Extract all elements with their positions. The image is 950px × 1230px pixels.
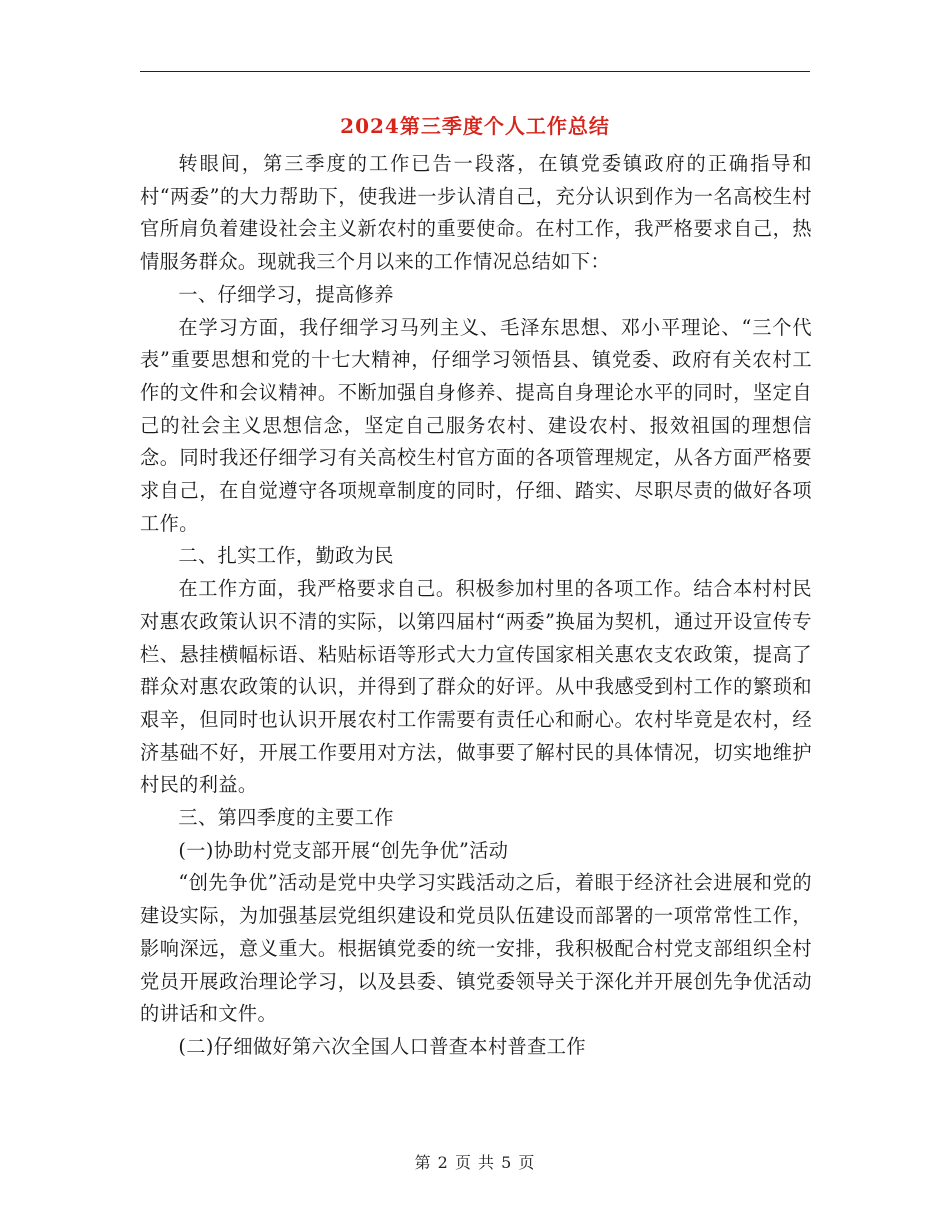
section-heading-1: 一、仔细学习，提高修养 <box>178 282 394 306</box>
header-rule <box>140 71 810 72</box>
paragraph-work: 在工作方面，我严格要求自己。积极参加村里的各项工作。结合本村村民对惠农政策认识不清的实际，以第四届村“两委”换届为契机，通过开设宣传专栏、悬挂横幅标语、粘贴标语等形式大力宣传国家相关惠农支农政策，提高了群众对惠农政策的认识，并得到了群众的好评。从中我感受到村工作的繁琐和艰辛，但同时也认识开展农村工作需要有责任心和耐心。农村毕竟是农村，经济基础不好，开展工作要用对方法，做事要了解村民的具体情况，切实地维护村民的利益。 <box>140 577 812 797</box>
section-heading-2: 二、扎实工作，勤政为民 <box>178 544 394 568</box>
page-number-footer: 第 2 页 共 5 页 <box>414 1153 536 1172</box>
document-body <box>140 148 812 1064</box>
subsection-heading-1: (一)协助村党支部开展“创先争优”活动 <box>178 838 509 862</box>
paragraph-intro: 转眼间，第三季度的工作已告一段落，在镇党委镇政府的正确指导和村“两委”的大力帮助下，使我进一步认清自己，充分认识到作为一名高校生村官所肩负着建设社会主义新农村的重要使命。在村工作，我严格要求自己，热情服务群众。现就我三个月以来的工作情况总结如下： <box>140 152 812 274</box>
paragraph-study: 在学习方面，我仔细学习马列主义、毛泽东思想、邓小平理论、“三个代表”重要思想和党的十七大精神，仔细学习领悟县、镇党委、政府有关农村工作的文件和会议精神。不断加强自身修养、提高自身理论水平的同时，坚定自己的社会主义思想信念，坚定自己服务农村、建设农村、报效祖国的理想信念。同时我还仔细学习有关高校生村官方面的各项管理规定，从各方面严格要求自己，在自觉遵守各项规章制度的同时，仔细、踏实、尽职尽责的做好各项工作。 <box>140 315 812 535</box>
document-title: 2024第三季度个人工作总结 <box>340 114 610 138</box>
section-heading-3: 三、第四季度的主要工作 <box>178 806 394 830</box>
paragraph-activity: “创先争优”活动是党中央学习实践活动之后，着眼于经济社会进展和党的建设实际，为加强基层党组织建设和党员队伍建设而部署的一项常常性工作，影响深远，意义重大。根据镇党委的统一安排，我积极配合村党支部组织全村党员开展政治理论学习，以及县委、镇党委领导关于深化并开展创先争优活动的讲话和文件。 <box>140 871 812 1026</box>
subsection-heading-2: (二)仔细做好第六次全国人口普查本村普查工作 <box>178 1034 586 1058</box>
